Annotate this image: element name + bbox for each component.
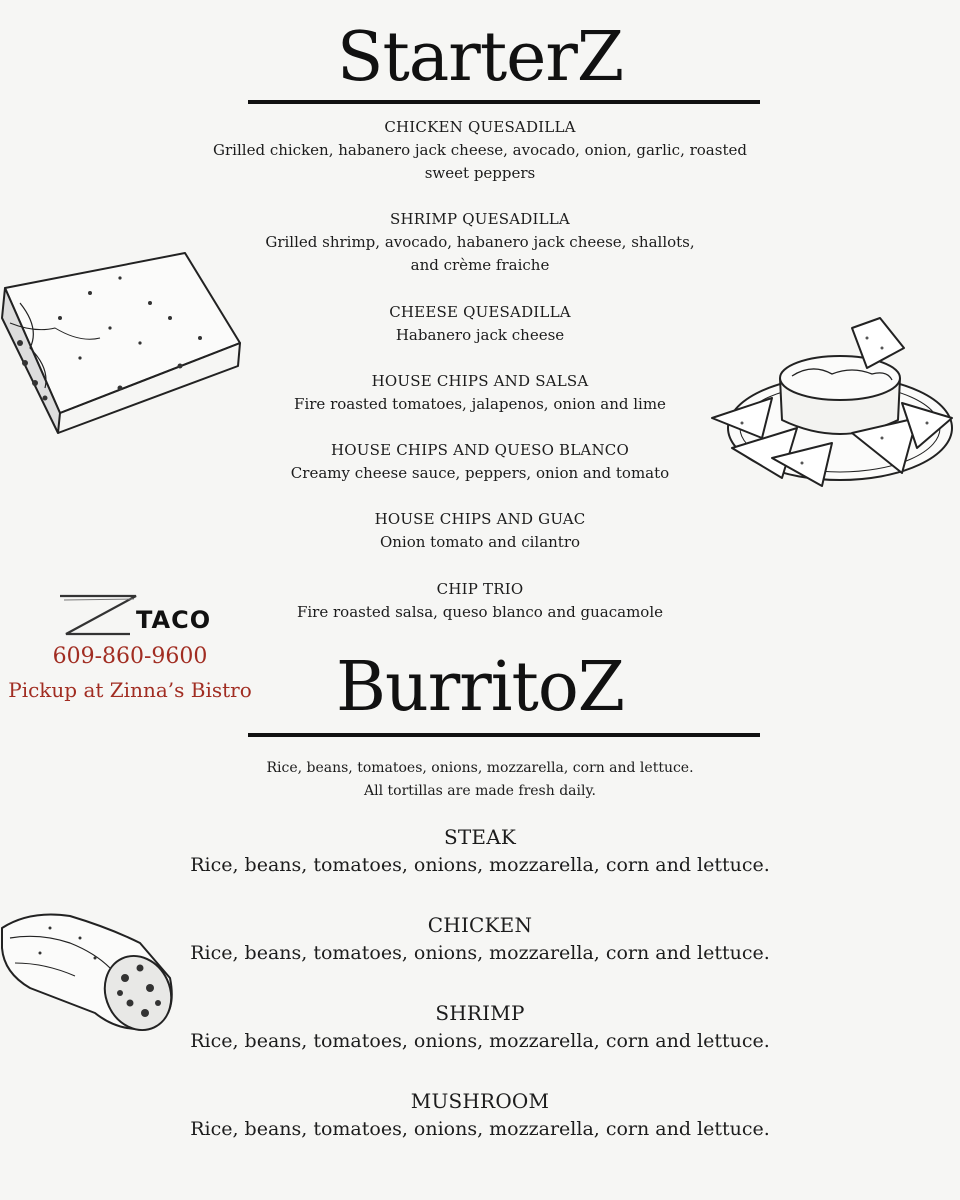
menu-item [190,1087,770,1143]
menu-item [190,508,770,554]
item-description: Rice, beans, tomatoes, onions, mozzarella, corn and lettuce. [190,1030,770,1052]
item-description: Grilled chicken, habanero jack cheese, avocado, onion, garlic, roasted sweet peppers [213,141,747,182]
item-name: SHRIMP QUESADILLA [390,210,570,228]
burritos-intro [190,757,770,803]
item-description: Rice, beans, tomatoes, onions, mozzarella, corn and lettuce. [190,1118,770,1140]
item-description: Rice, beans, tomatoes, onions, mozzarella, corn and lettuce. [190,854,770,876]
intro-line: All tortillas are made fresh daily. [364,783,596,799]
brand-name: TACO [136,606,212,634]
menu-item [190,116,770,185]
item-description: Onion tomato and cilantro [379,533,581,551]
item-name: CHIP TRIO [436,580,524,598]
quesadilla-illustration [0,248,245,438]
item-name: HOUSE CHIPS AND GUAC [374,510,586,528]
pickup-location: Pickup at Zinna’s Bistro [8,678,252,702]
menu-item [190,999,770,1055]
z-logo-mark [56,592,140,638]
item-description: Fire roasted tomatoes, jalapenos, onion and lime [294,395,666,413]
chips-and-dip-illustration [702,308,960,488]
menu-item [190,578,770,624]
phone-number: 609-860-9600 [52,644,208,669]
item-name: HOUSE CHIPS AND SALSA [371,372,589,390]
menu-item [190,911,770,967]
item-name: CHICKEN [427,913,533,937]
item-name: HOUSE CHIPS AND QUESO BLANCO [331,441,629,459]
menu-item [190,370,770,416]
menu-item [190,439,770,485]
item-name: CHEESE QUESADILLA [389,303,571,321]
item-name: SHRIMP [435,1001,525,1025]
burrito-illustration [0,908,182,1038]
item-description: Grilled shrimp, avocado, habanero jack cheese, shallots, and crème fraiche [265,233,695,274]
intro-line: Rice, beans, tomatoes, onions, mozzarella, corn and lettuce. [266,760,694,776]
item-description: Fire roasted salsa, queso blanco and guacamole [296,603,664,621]
item-name: STEAK [443,825,517,849]
item-description: Creamy cheese sauce, peppers, onion and tomato [290,464,670,482]
starters-divider [248,100,760,104]
burritos-divider [248,733,760,737]
item-description: Rice, beans, tomatoes, onions, mozzarella, corn and lettuce. [190,942,770,964]
menu-item [260,208,700,277]
item-name: CHICKEN QUESADILLA [384,118,576,136]
item-name: MUSHROOM [410,1089,550,1113]
starters-title: StarterZ [336,18,624,97]
item-description: Habanero jack cheese [395,326,565,344]
menu-item [190,823,770,879]
menu-item [190,301,770,347]
burritos-title: BurritoZ [335,648,625,727]
